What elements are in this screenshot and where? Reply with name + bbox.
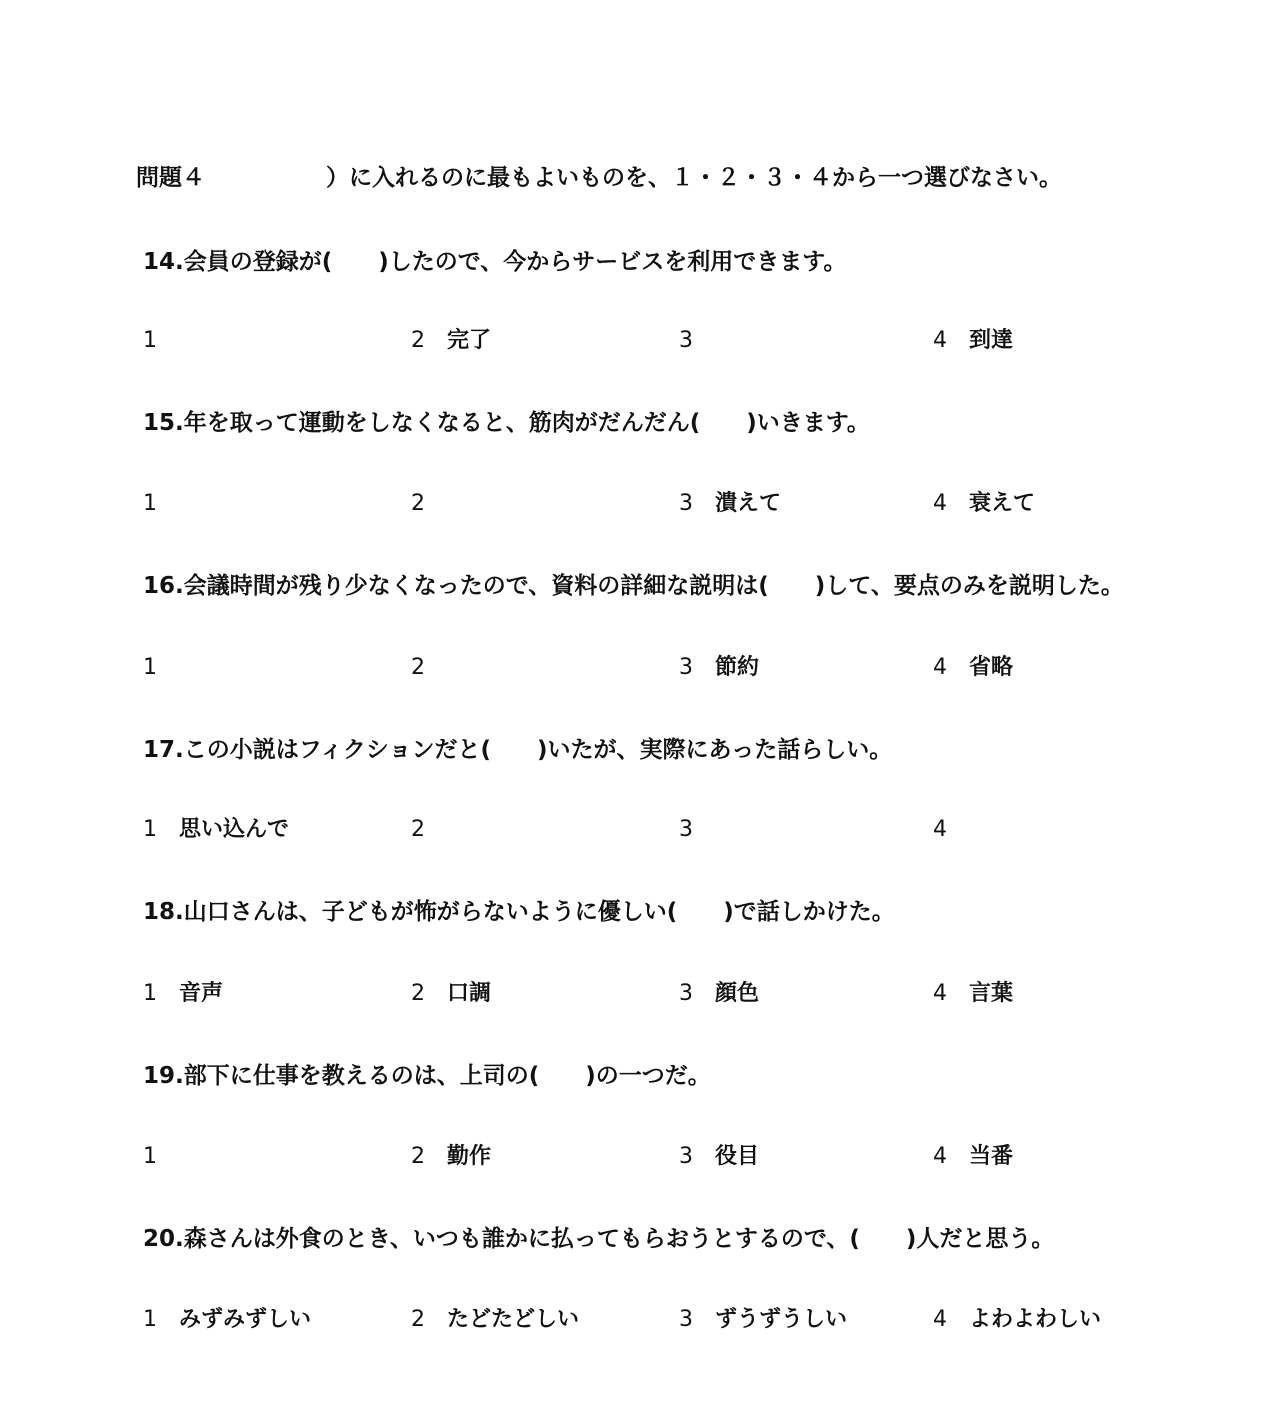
section-title: 問題４ xyxy=(136,165,205,191)
option-14-4[interactable] xyxy=(933,323,1013,359)
option-18-3[interactable] xyxy=(679,976,759,1012)
option-word: 口調 xyxy=(447,981,492,1006)
option-number: 3 xyxy=(679,981,693,1006)
option-20-1[interactable] xyxy=(143,1302,311,1338)
option-word: 音声 xyxy=(179,981,224,1006)
option-14-1[interactable] xyxy=(143,323,179,359)
option-20-3[interactable] xyxy=(679,1302,847,1338)
option-word: 思い込んで xyxy=(179,817,290,842)
option-15-4[interactable] xyxy=(933,486,1035,522)
option-number: 2 xyxy=(411,981,425,1006)
question-20: 20.森さんは外食のとき、いつも誰かに払ってもらおうとするので、( )人だと思う。 xyxy=(143,1226,1055,1252)
options-16 xyxy=(143,650,1243,686)
option-17-2[interactable] xyxy=(411,812,447,848)
option-word: 完了 xyxy=(447,328,492,353)
option-number: 1 xyxy=(143,817,157,842)
option-15-2[interactable] xyxy=(411,486,447,522)
option-word: 勤作 xyxy=(447,1144,492,1169)
option-number: 3 xyxy=(679,817,693,842)
question-15: 15.年を取って運動をしなくなると、筋肉がだんだん( )いきます。 xyxy=(143,410,870,436)
option-number: 3 xyxy=(679,328,693,353)
option-17-3[interactable] xyxy=(679,812,715,848)
option-20-2[interactable] xyxy=(411,1302,579,1338)
option-number: 2 xyxy=(411,491,425,516)
options-18 xyxy=(143,976,1243,1012)
option-19-3[interactable] xyxy=(679,1139,759,1175)
option-19-2[interactable] xyxy=(411,1139,491,1175)
option-word: 省略 xyxy=(969,655,1014,680)
option-word: 役目 xyxy=(715,1144,760,1169)
options-19 xyxy=(143,1139,1243,1175)
option-number: 2 xyxy=(411,1144,425,1169)
option-number: 4 xyxy=(933,655,947,680)
option-18-1[interactable] xyxy=(143,976,223,1012)
option-word: 節約 xyxy=(715,655,760,680)
option-number: 4 xyxy=(933,491,947,516)
option-15-3[interactable] xyxy=(679,486,781,522)
option-word: よわよわしい xyxy=(969,1307,1102,1332)
option-word: 到達 xyxy=(969,328,1014,353)
option-14-3[interactable] xyxy=(679,323,715,359)
option-word: 衰えて xyxy=(969,491,1036,516)
option-word: ずうずうしい xyxy=(715,1307,848,1332)
option-18-2[interactable] xyxy=(411,976,491,1012)
section-header xyxy=(136,160,1062,196)
option-number: 3 xyxy=(679,1144,693,1169)
question-16: 16.会議時間が残り少なくなったので、資料の詳細な説明は( )して、要点のみを説明した。 xyxy=(143,573,1124,599)
question-14: 14.会員の登録が( )したので、今からサービスを利用できます。 xyxy=(143,249,847,275)
option-15-1[interactable] xyxy=(143,486,179,522)
option-word: 顔色 xyxy=(715,981,760,1006)
option-number: 3 xyxy=(679,491,693,516)
option-16-1[interactable] xyxy=(143,650,179,686)
options-20 xyxy=(143,1302,1243,1338)
option-14-2[interactable] xyxy=(411,323,491,359)
option-number: 4 xyxy=(933,1307,947,1332)
option-number: 2 xyxy=(411,817,425,842)
option-number: 1 xyxy=(143,981,157,1006)
option-number: 2 xyxy=(411,655,425,680)
option-number: 1 xyxy=(143,1307,157,1332)
options-17 xyxy=(143,812,1243,848)
option-number: 4 xyxy=(933,328,947,353)
option-word: みずみずしい xyxy=(179,1307,312,1332)
option-word: 言葉 xyxy=(969,981,1014,1006)
option-16-4[interactable] xyxy=(933,650,1013,686)
option-word: たどたどしい xyxy=(447,1307,580,1332)
option-number: 1 xyxy=(143,491,157,516)
option-word: 潰えて xyxy=(715,491,782,516)
option-number: 1 xyxy=(143,1144,157,1169)
option-number: 3 xyxy=(679,1307,693,1332)
option-number: 1 xyxy=(143,655,157,680)
option-17-4[interactable] xyxy=(933,812,969,848)
question-18: 18.山口さんは、子どもが怖がらないように優しい( )で話しかけた。 xyxy=(143,899,895,925)
options-14 xyxy=(143,323,1243,359)
option-16-2[interactable] xyxy=(411,650,447,686)
section-instruction: ）に入れるのに最もよいものを、１・２・３・４から一つ選びなさい。 xyxy=(326,165,1062,191)
option-number: 1 xyxy=(143,328,157,353)
option-number: 4 xyxy=(933,1144,947,1169)
option-19-4[interactable] xyxy=(933,1139,1013,1175)
option-20-4[interactable] xyxy=(933,1302,1101,1338)
option-number: 2 xyxy=(411,328,425,353)
option-number: 3 xyxy=(679,655,693,680)
option-word: 当番 xyxy=(969,1144,1014,1169)
option-number: 4 xyxy=(933,981,947,1006)
option-18-4[interactable] xyxy=(933,976,1013,1012)
option-16-3[interactable] xyxy=(679,650,759,686)
option-17-1[interactable] xyxy=(143,812,289,848)
option-19-1[interactable] xyxy=(143,1139,179,1175)
option-number: 2 xyxy=(411,1307,425,1332)
options-15 xyxy=(143,486,1243,522)
option-number: 4 xyxy=(933,817,947,842)
question-17: 17.この小説はフィクションだと( )いたが、実際にあった話らしい。 xyxy=(143,737,893,763)
question-19: 19.部下に仕事を教えるのは、上司の( )の一つだ。 xyxy=(143,1063,711,1089)
